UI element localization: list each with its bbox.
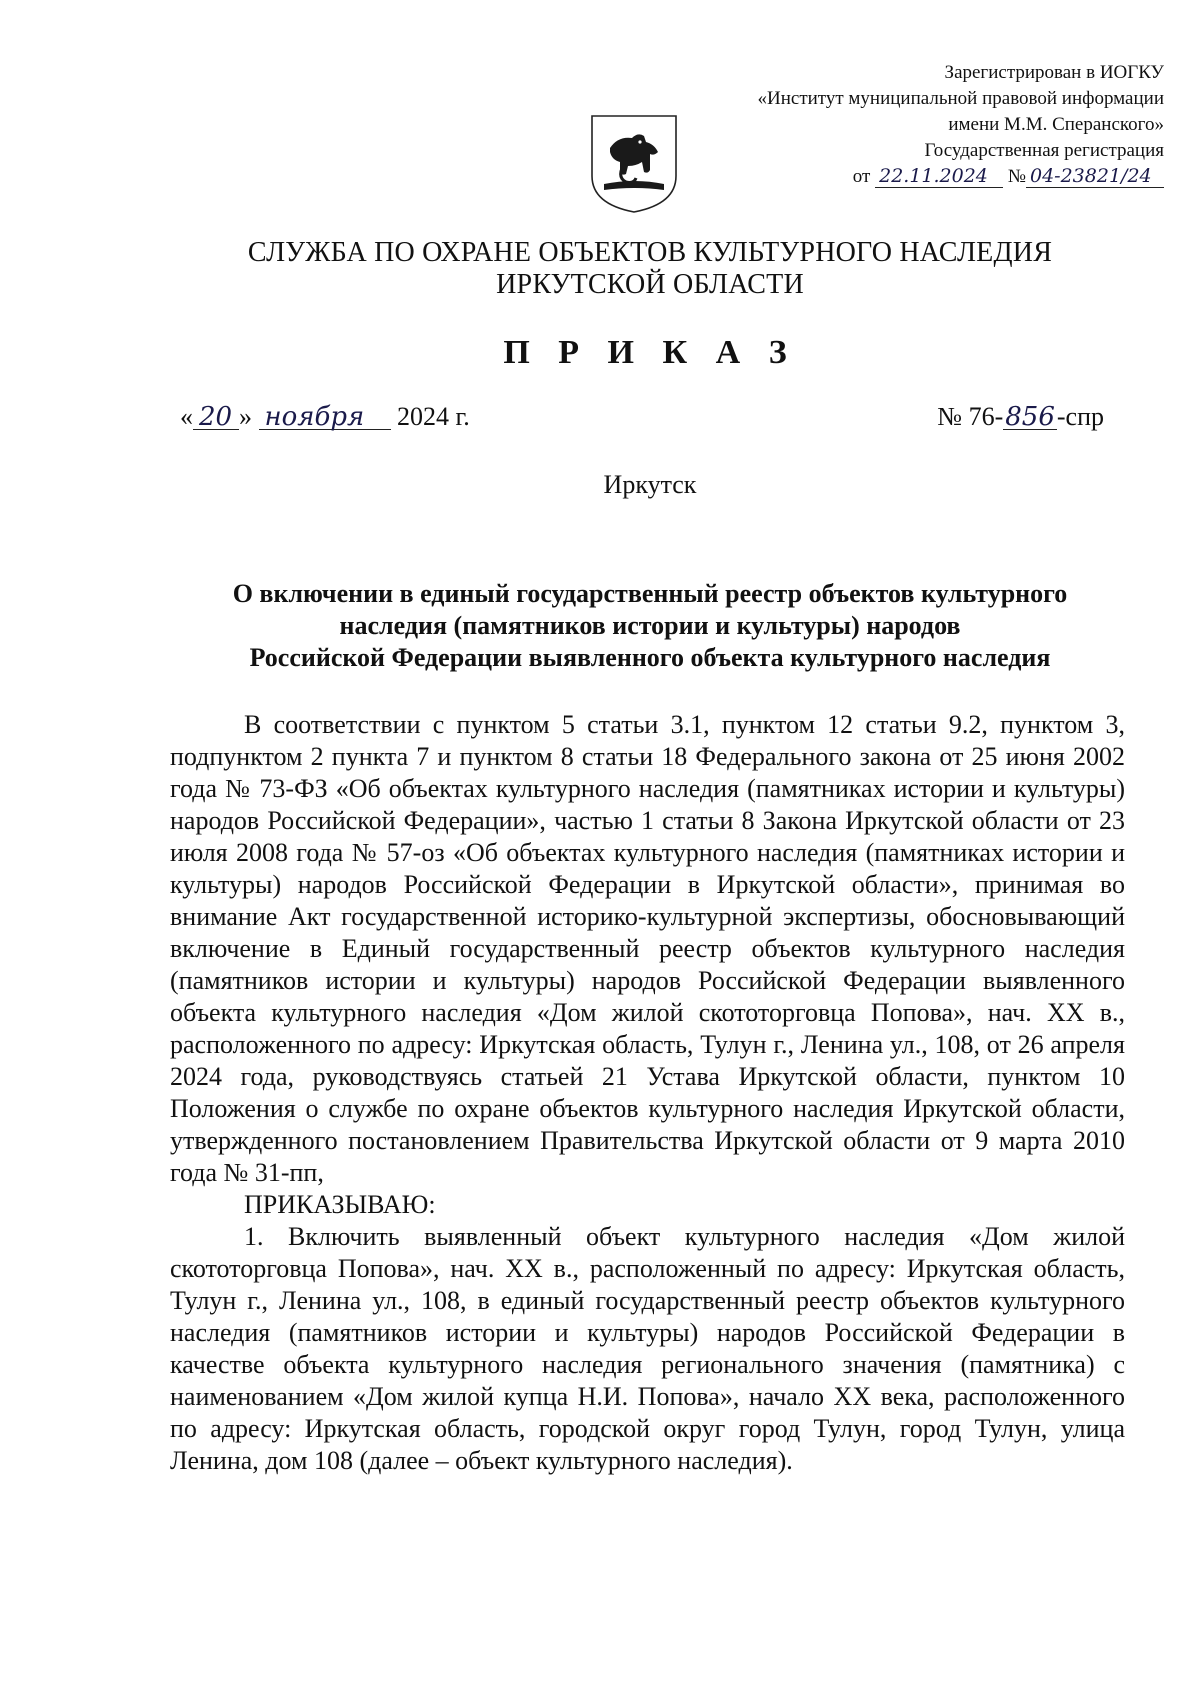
registration-line-1: Зарегистрирован в ИОГКУ (944, 62, 1164, 83)
heading-line-1: О включении в единый государственный реестр объектов культурного (232, 579, 1068, 608)
order-number-prefix: № 76- (937, 402, 1004, 431)
registration-date: 22.11.2024 (875, 165, 1003, 188)
registration-line-2: «Институт муниципальной правовой информации (757, 88, 1164, 109)
order-date (180, 402, 470, 432)
registration-from-label: от (852, 166, 871, 187)
order-heading (170, 578, 1130, 674)
registration-date-number (853, 164, 1164, 190)
order-item-1: 1. Включить выявленный объект культурного наследия «Дом жилой скототорговца Попова», нач. XX в., расположенный по адресу: Иркутская область, Тулун г., Ленина ул., 108, в единый государственный реестр объектов культурного наследия (памятников истории и культуры) народов Российской Федерации в качестве объекта культурного наследия регионального значения (памятника) с наименованием «Дом жилой купца Н.И. Попова», начало XX века, расположенного по адресу: Иркутская область, городской округ город Тулун, город Тулун, улица Ленина, дом 108 (далее – объект культурного наследия). (170, 1222, 1125, 1475)
heading-line-2: наследия (памятников истории и культуры) народов (339, 611, 961, 640)
command-line: ПРИКАЗЫВАЮ: (244, 1190, 436, 1219)
date-close-quote: » (239, 402, 252, 431)
registration-number-label: № (1007, 166, 1026, 187)
preamble-paragraph: В соответствии с пунктом 5 статьи 3.1, пунктом 12 статьи 9.2, пунктом 3, подпунктом 2 пункта 7 и пунктом 8 статьи 18 Федерального закона от 25 июня 2002 года № 73-ФЗ «Об объектах культурного наследия (памятниках истории и культуры) народов Российской Федерации», частью 1 статьи 8 Закона Иркутской области от 23 июля 2008 года № 57-оз «Об объектах культурного наследия (памятниках истории и культуры) народов Российской Федерации в Иркутской области», принимая во внимание Акт государственной историко-культурной экспертизы, обосновывающий включение в Единый государственный реестр объектов культурного наследия (памятников истории и культуры) народов Российской Федерации выявленного объекта культурного наследия «Дом жилой скототорговца Попова», нач. XX в., расположенного по адресу: Иркутская область, Тулун г., Ленина ул., 108, от 26 апреля 2024 года, руководствуясь статьей 21 Устава Иркутской области, пунктом 10 Положения о службе по охране объектов культурного наследия Иркутской области, утвержденного постановлением Правительства Иркутской области от 9 марта 2010 года № 31-пп, (170, 710, 1125, 1187)
registration-number: 04-23821/24 (1026, 165, 1164, 188)
agency-line-2: ИРКУТСКОЙ ОБЛАСТИ (496, 269, 804, 300)
agency-name (0, 237, 1200, 301)
date-open-quote: « (180, 402, 193, 431)
order-title: П Р И К А З (503, 334, 797, 371)
registration-line-4: Государственная регистрация (924, 140, 1164, 161)
order-number-value: 856 (1005, 402, 1055, 432)
order-year: 2024 г. (397, 402, 470, 431)
registration-line-3: имени М.М. Сперанского» (948, 114, 1164, 135)
agency-line-1: СЛУЖБА ПО ОХРАНЕ ОБЪЕКТОВ КУЛЬТУРНОГО НАСЛЕДИЯ (247, 237, 1053, 268)
order-day: 20 (193, 405, 239, 430)
order-body (170, 709, 1125, 1477)
order-month: ноября (259, 405, 391, 430)
registration-stamp (644, 60, 1164, 190)
coat-of-arms-icon (588, 112, 680, 216)
order-number-suffix: -спр (1056, 402, 1104, 431)
order-city: Иркутск (603, 470, 697, 499)
heading-line-3: Российской Федерации выявленного объекта культурного наследия (249, 643, 1051, 672)
order-number (937, 402, 1104, 432)
